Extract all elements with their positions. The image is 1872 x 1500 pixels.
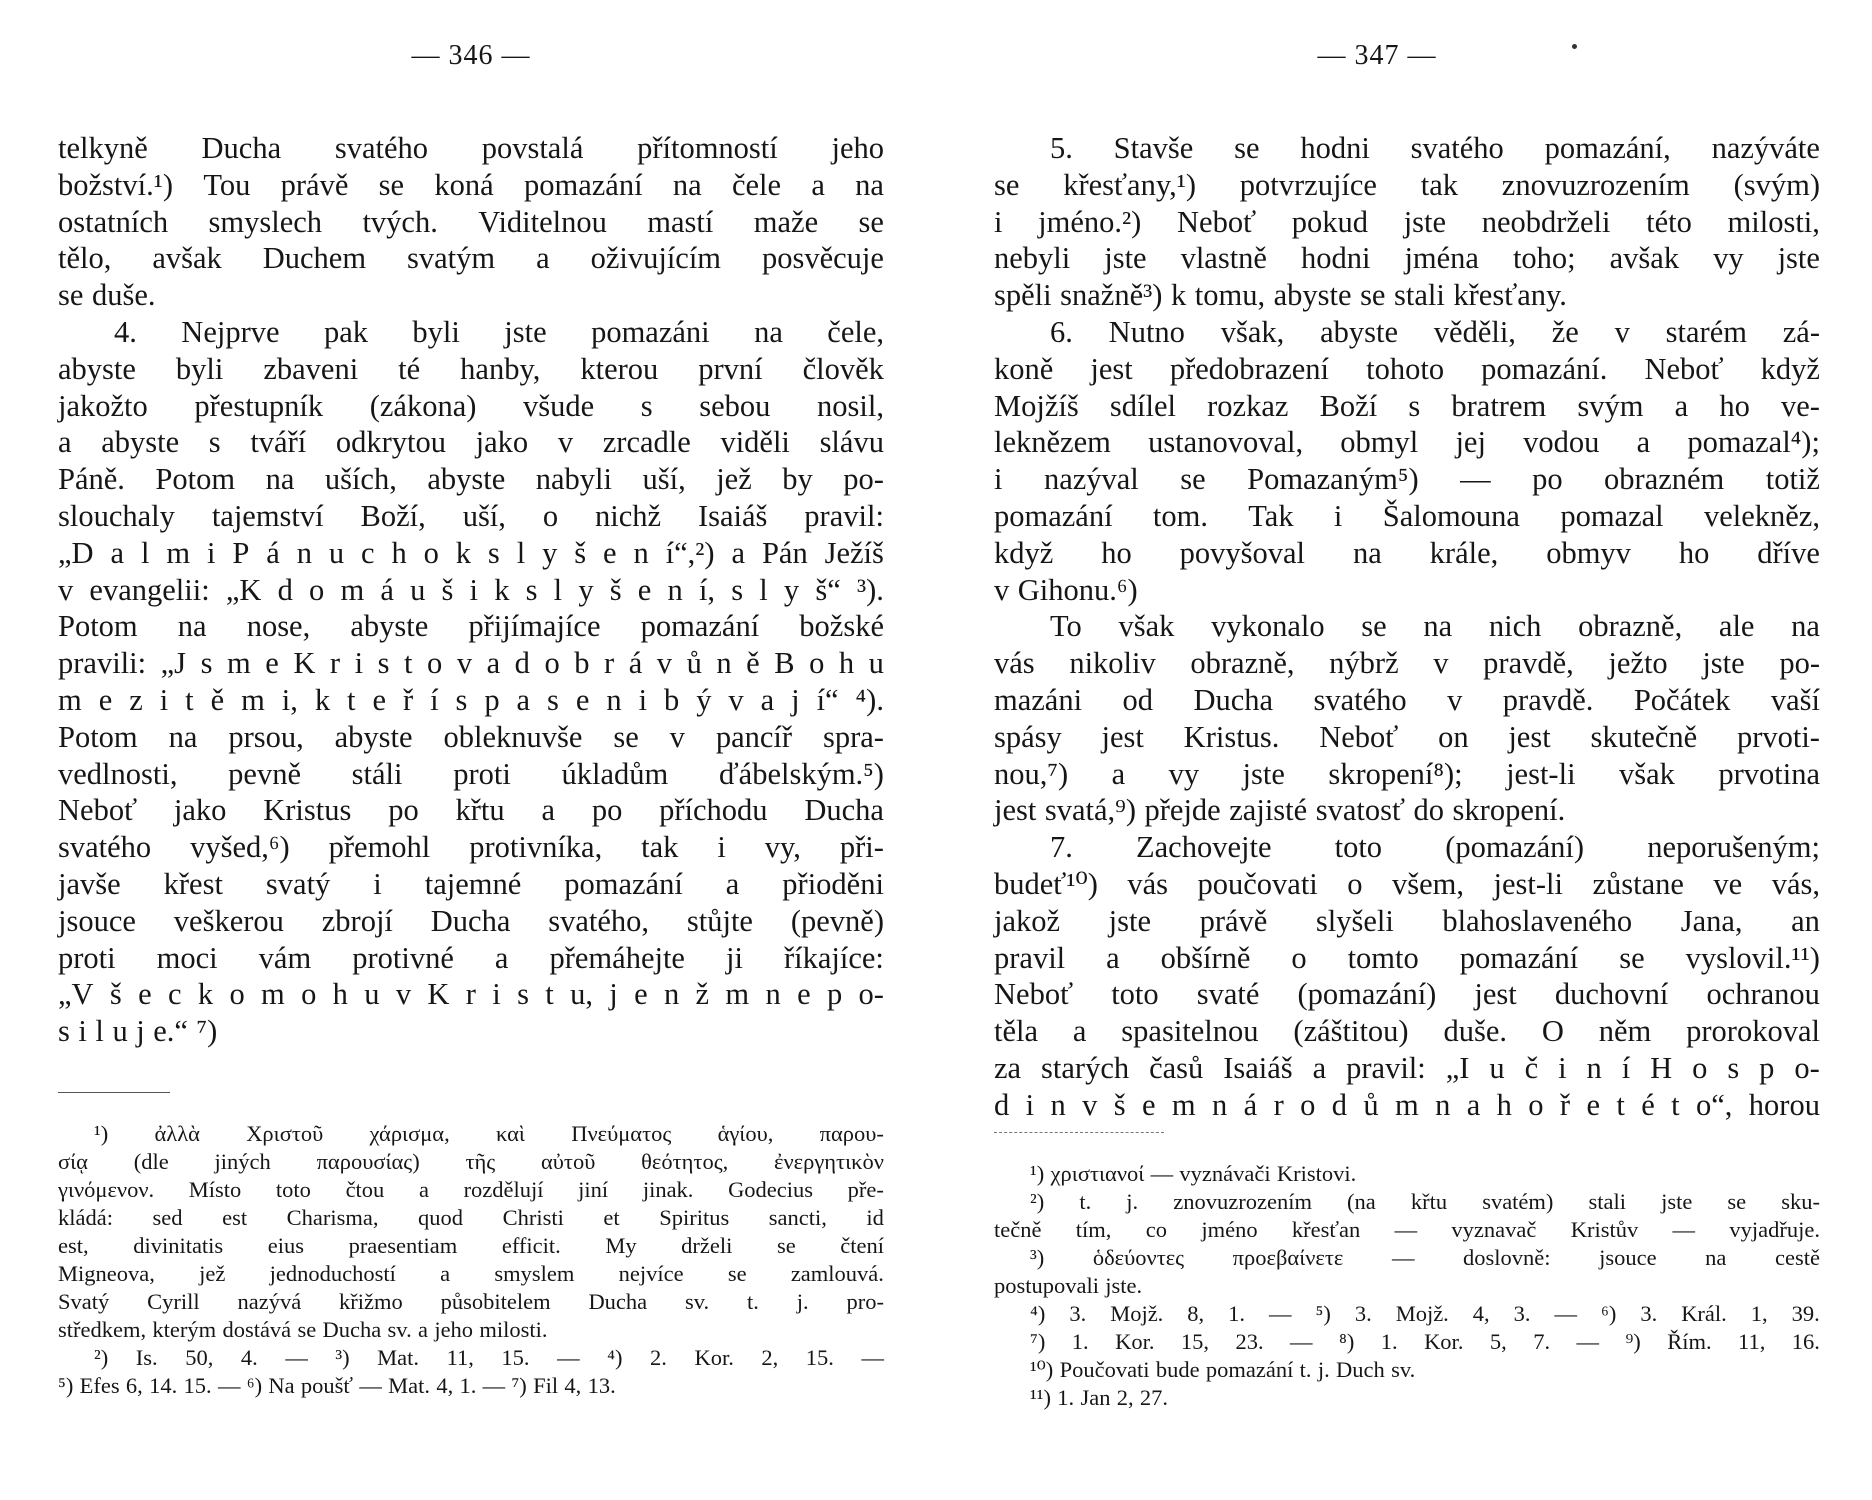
text-line: „D a l m i P á n u c h o k s l y š e n í“,²) a Pán Ježíš (58, 535, 884, 570)
text-line: slouchaly tajemství Boží, uší, o nichž Isaiáš pravil: (58, 498, 884, 533)
text-line: „V š e c k o m o h u v K r i s t u, j e n ž m n e p o- (58, 977, 884, 1012)
footnote-line: est, divinitatis eius praesentiam efficit. My drželi se čtení (58, 1233, 884, 1258)
text-line: jest svatá,⁹) přejde zajisté svatosť do skropení. (994, 793, 1566, 828)
footnote-line: ¹) ἀλλὰ Χριστοῦ χάρισμα, καὶ Πνεύματος ἁγίου, παρου- (94, 1121, 884, 1146)
footnotes (994, 1160, 1820, 1412)
text-line: nebyli jste vlastně hodni jména toho; avšak vy jste (994, 241, 1820, 276)
footnote-line: tečně tím, co jméno křesťan — vyznavač Kristův — vyjadřuje. (994, 1217, 1820, 1242)
text-line: za starých časů Isaiáš a pravil: „I u č i n í H o s p o- (994, 1050, 1820, 1085)
footnotes (58, 1120, 884, 1400)
text-line: Potom na nose, abyste přijímajíce pomazání božské (58, 609, 884, 644)
text-line: s i l u j e.“ ⁷) (58, 1014, 218, 1049)
text-line: Mojžíš sdílel rozkaz Boží s bratrem svým a ho ve- (994, 388, 1820, 423)
text-line: 4. Nejprve pak byli jste pomazáni na čele, (114, 314, 884, 349)
body-text (58, 130, 884, 1050)
text-line: v Gihonu.⁶) (994, 572, 1138, 607)
footnote-line: ⁴) 3. Mojž. 8, 1. — ⁵) 3. Mojž. 4, 3. — ⁶) 3. Král. 1, 39. (1030, 1301, 1820, 1326)
text-line: v evangelii: „K d o m á u š i k s l y š e n í, s l y š“ ³). (58, 572, 884, 607)
footnote-line: ³) ὁδεύοντες προεβαίνετε — doslovně: jsouce na cestě (1030, 1245, 1820, 1270)
text-line: vás nikoliv obrazně, nýbrž v pravdě, ježto jste po- (994, 646, 1820, 681)
text-line: ostatních smyslech tvých. Viditelnou mastí maže se (58, 204, 884, 239)
text-line: jsouce veškerou zbrojí Ducha svatého, stůjte (pevně) (58, 903, 884, 938)
text-line: božství.¹) Tou právě se koná pomazání na čele a na (58, 167, 884, 202)
text-line: leknězem ustanovoval, obmyl jej vodou a pomazal⁴); (994, 425, 1820, 460)
text-line: spěli snažně³) k tomu, abyste se stali křesťany. (994, 278, 1567, 313)
text-line: i jméno.²) Neboť pokud jste neobdrželi této milosti, (994, 204, 1820, 239)
text-line: vedlnosti, pevně stáli proti úkladům ďábelským.⁵) (58, 756, 884, 791)
footnote-line: ²) t. j. znovuzrozením (na křtu svatém) stali jste se sku- (1030, 1189, 1820, 1214)
footnote-divider (58, 1092, 170, 1093)
text-line: mazáni od Ducha svatého v pravdě. Počátek vaší (994, 682, 1820, 717)
footnote-line: středkem, kterým dostává se Ducha sv. a jeho milosti. (58, 1317, 548, 1342)
text-line: pomazání tom. Tak i Šalomouna pomazal velekněz, (994, 498, 1820, 533)
text-line: Potom na prsou, abyste obleknuvše se v pancíř spra- (58, 719, 884, 754)
text-line: se křesťany,¹) potvrzujíce tak znovuzrozením (svým) (994, 167, 1820, 202)
text-line: pravil a obšírně o tomto pomazání se vyslovil.¹¹) (994, 940, 1820, 975)
page-number: — 347 — (1317, 40, 1437, 71)
text-line: 6. Nutno však, abyste věděli, že v starém zá- (1050, 314, 1820, 349)
text-line: proti moci vám protivné a přemáhejte ji říkajíce: (58, 940, 884, 975)
text-line: telkyně Ducha svatého povstalá přítomností jeho (58, 131, 884, 165)
text-line: 7. Zachovejte toto (pomazání) neporušeným; (1050, 830, 1820, 865)
text-line: To však vykonalo se na nich obrazně, ale na (1050, 609, 1820, 644)
body-text (994, 130, 1820, 1124)
text-line: jakožto přestupník (zákona) všude s sebou nosil, (58, 388, 884, 423)
footnote-line: ¹) χριστιανοί — vyznávači Kristovi. (1030, 1161, 1357, 1186)
left-page (58, 0, 884, 1500)
text-line: abyste byli zbaveni té hanby, kterou první člověk (58, 351, 884, 386)
footnote-line: ¹¹) 1. Jan 2, 27. (1030, 1385, 1169, 1410)
footnote-line: Svatý Cyrill nazývá křižmo působitelem Ducha sv. t. j. pro- (58, 1289, 884, 1314)
text-line: 5. Stavše se hodni svatého pomazání, nazýváte (1050, 131, 1820, 165)
footnote-line: Migneova, jež jednoduchostí a smyslem nejvíce se zamlouvá. (58, 1261, 884, 1286)
footnote-divider (994, 1132, 1164, 1133)
text-line: jakož jste právě slyšeli blahoslaveného Jana, an (994, 903, 1820, 938)
text-line: koně jest předobrazení tohoto pomazání. Neboť když (994, 351, 1820, 386)
footnote-line: postupovali jste. (994, 1273, 1143, 1298)
text-line: když ho povyšoval na krále, obmyv ho dříve (994, 535, 1820, 570)
text-line: m e z i t ě m i, k t e ř í s p a s e n i b ý v a j í“ ⁴). (58, 682, 884, 717)
footnote-line: kládá: sed est Charisma, quod Christi et Spiritus sancti, id (58, 1205, 884, 1230)
right-page (994, 0, 1820, 1500)
print-speck (1572, 44, 1577, 49)
text-line: Neboť toto svaté (pomazání) jest duchovní ochranou (994, 977, 1820, 1012)
text-line: těla a spasitelnou (záštitou) duše. O něm prorokoval (994, 1014, 1820, 1049)
footnote-line: ²) Is. 50, 4. — ³) Mat. 11, 15. — ⁴) 2. Kor. 2, 15. — (94, 1345, 884, 1370)
footnote-line: ⁷) 1. Kor. 15, 23. — ⁸) 1. Kor. 5, 7. — ⁹) Řím. 11, 16. (1030, 1329, 1820, 1354)
footnote-line: ¹⁰) Poučovati bude pomazání t. j. Duch sv. (1030, 1357, 1416, 1382)
text-line: a abyste s tváří odkrytou jako v zrcadle viděli slávu (58, 425, 884, 460)
text-line: Neboť jako Kristus po křtu a po příchodu Ducha (58, 793, 884, 828)
footnote-line: ⁵) Efes 6, 14. 15. — ⁶) Na poušť — Mat. 4, 1. — ⁷) Fil 4, 13. (58, 1373, 616, 1398)
text-line: se duše. (58, 278, 156, 313)
text-line: budeť¹⁰) vás poučovati o všem, jest-li zůstane ve vás, (994, 866, 1820, 901)
text-line: tělo, avšak Duchem svatým a oživujícím posvěcuje (58, 241, 884, 276)
footnote-line: γινόμενον. Místo toto čtou a rozdělují jiní jinak. Godecius pře- (58, 1177, 884, 1202)
text-line: nou,⁷) a vy jste skropení⁸); jest-li však prvotina (994, 756, 1820, 791)
text-line: Páně. Potom na uších, abyste nabyli uší, jež by po- (58, 462, 884, 497)
text-line: svatého vyšed,⁶) přemohl protivníka, tak i vy, při- (58, 830, 884, 865)
page-number: — 346 — (411, 40, 531, 71)
text-line: i nazýval se Pomazaným⁵) — po obrazném totiž (994, 462, 1820, 497)
text-line: d i n v š e m n á r o d ů m n a h o ř e t é t o“, horou (994, 1087, 1820, 1122)
text-line: javše křest svatý i tajemné pomazání a přioděni (58, 866, 884, 901)
text-line: pravili: „J s m e K r i s t o v a d o b r á v ů n ě B o h u (58, 646, 884, 681)
footnote-line: σίᾳ (dle jiných παρουσίας) τῆς αὐτοῦ θεότητος, ἐνεργητικὸν (58, 1149, 884, 1174)
text-line: spásy jest Kristus. Neboť on jest skutečně prvoti- (994, 719, 1820, 754)
